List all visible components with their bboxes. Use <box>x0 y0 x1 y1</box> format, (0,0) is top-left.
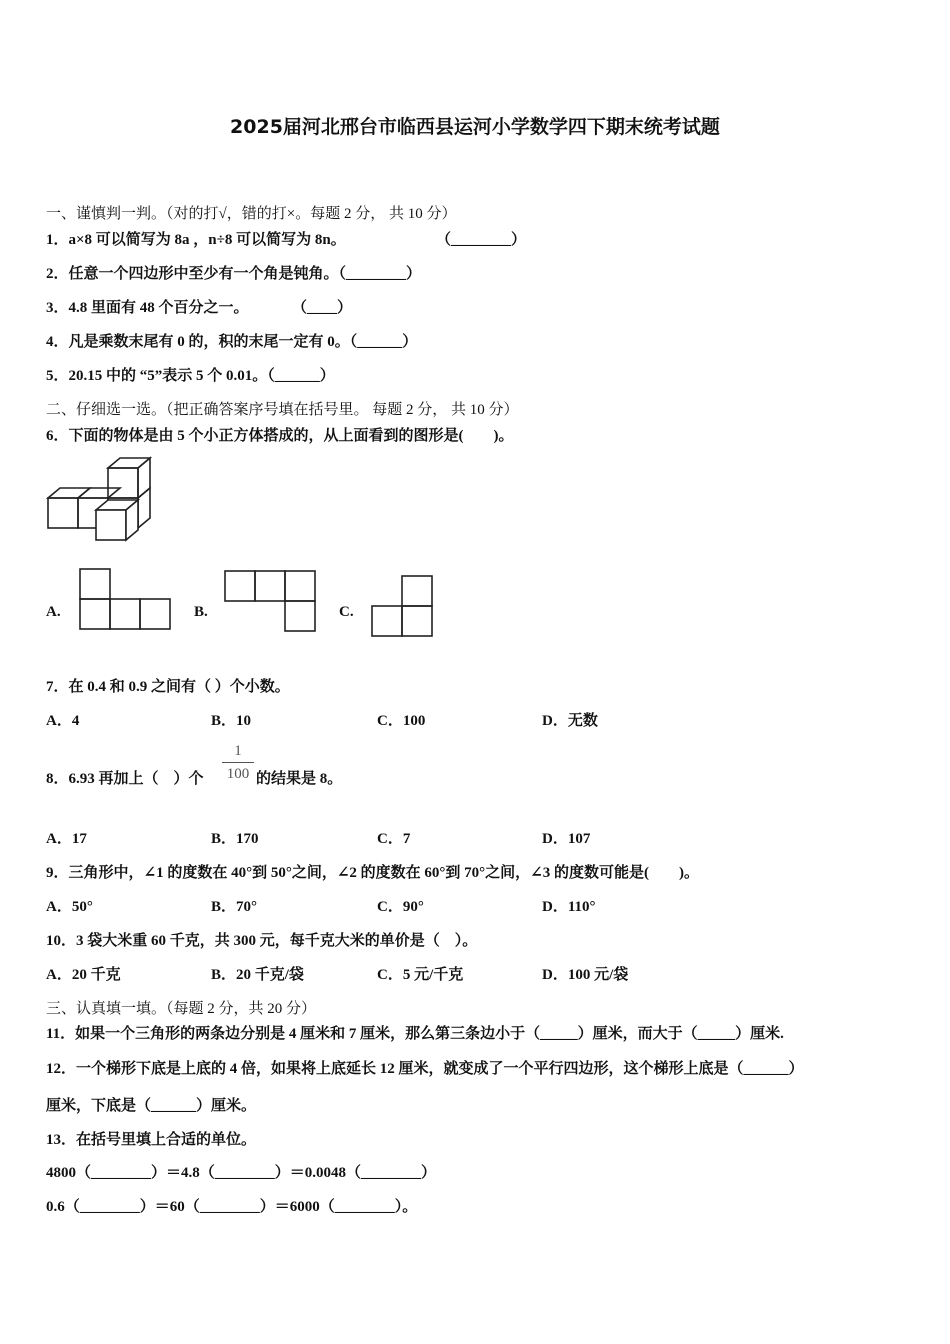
question-12-line1: 12．一个梯形下底是上底的 4 倍，如果将上底延长 12 厘米，就变成了一个平行四边形，这个梯形上底是（______） <box>46 1061 804 1077</box>
cube-front-face <box>96 510 126 540</box>
cube-right-side <box>138 488 150 528</box>
question-1-blank[interactable]: （________） <box>436 232 527 248</box>
q10-option-c[interactable]: C．5 元/千克 <box>377 967 464 983</box>
section2-heading: 二、仔细选一选。（把正确答案序号填在括号里。 每题 2 分， 共 10 分） <box>46 402 519 418</box>
q8-fraction <box>222 742 254 783</box>
question-13-row1: 4800（________）＝4.8（________）＝0.0048（________） <box>46 1165 437 1181</box>
question-6: 6．下面的物体是由 5 个小正方体搭成的，从上面看到的图形是( )。 <box>46 428 514 444</box>
q8-fraction-bar <box>222 762 254 763</box>
q10-option-a[interactable]: A．20 千克 <box>46 967 121 983</box>
q8-fraction-denominator: 100 <box>226 766 250 782</box>
q6-option-a-label[interactable]: A. <box>46 604 61 620</box>
question-3-blank[interactable]: （____） <box>292 300 353 316</box>
question-13: 13．在括号里填上合适的单位。 <box>46 1132 257 1148</box>
q7-option-d[interactable]: D．无数 <box>542 713 598 729</box>
q6-option-b-figure[interactable] <box>223 569 319 633</box>
cube-stack-figure <box>46 456 156 546</box>
q6-option-b-label[interactable]: B. <box>194 604 208 620</box>
question-10: 10．3 袋大米重 60 千克，共 300 元，每千克大米的单价是（ ）。 <box>46 933 478 949</box>
question-12-line2: 厘米，下底是（______）厘米。 <box>46 1098 257 1114</box>
question-2: 2．任意一个四边形中至少有一个角是钝角。（________） <box>46 266 422 282</box>
q7-option-b[interactable]: B．10 <box>211 713 252 729</box>
question-13-row2: 0.6（________）＝60（________）＝6000（________）。 <box>46 1199 418 1215</box>
question-5: 5．20.15 中的 “5”表示 5 个 0.01。（______） <box>46 368 335 384</box>
question-4: 4．凡是乘数末尾有 0 的，积的末尾一定有 0。（______） <box>46 334 418 350</box>
question-8-tail: 的结果是 8。 <box>256 771 343 787</box>
q7-option-a[interactable]: A．4 <box>46 713 80 729</box>
q10-option-d[interactable]: D．100 元/袋 <box>542 967 629 983</box>
q8-fraction-numerator: 1 <box>234 743 242 759</box>
cube-left-front <box>48 498 78 528</box>
question-7: 7．在 0.4 和 0.9 之间有（ ）个小数。 <box>46 679 290 695</box>
q8-option-a[interactable]: A．17 <box>46 831 87 847</box>
q8-option-b[interactable]: B．170 <box>211 831 259 847</box>
q9-option-c[interactable]: C．90° <box>377 899 424 915</box>
q7-option-c[interactable]: C．100 <box>377 713 426 729</box>
question-9: 9．三角形中，∠1 的度数在 40°到 50°之间，∠2 的度数在 60°到 70°之间，∠3 的度数可能是( )。 <box>46 865 699 881</box>
q9-option-d[interactable]: D．110° <box>542 899 596 915</box>
section1-heading: 一、谨慎判一判。（对的打√，错的打×。每题 2 分， 共 10 分） <box>46 206 457 222</box>
q8-option-d[interactable]: D．107 <box>542 831 591 847</box>
q9-option-a[interactable]: A．50° <box>46 899 93 915</box>
section3-heading: 三、认真填一填。（每题 2 分，共 20 分） <box>46 1001 317 1017</box>
question-11: 11．如果一个三角形的两条边分别是 4 厘米和 7 厘米，那么第三条边小于（_____）厘米，而大于（_____）厘米. <box>46 1026 784 1042</box>
q9-option-b[interactable]: B．70° <box>211 899 258 915</box>
question-3: 3．4.8 里面有 48 个百分之一。 <box>46 300 249 316</box>
q6-option-c-label[interactable]: C. <box>339 604 354 620</box>
q10-option-b[interactable]: B．20 千克/袋 <box>211 967 304 983</box>
cube-middle-top <box>78 488 120 498</box>
q6-option-c-figure[interactable] <box>370 574 436 638</box>
page-title: 2025届河北邢台市临西县运河小学数学四下期末统考试题 <box>230 116 720 138</box>
question-8-text: 8．6.93 再加上（ ）个 <box>46 771 204 787</box>
q6-option-a-figure[interactable] <box>78 567 172 631</box>
question-1: 1．a×8 可以简写为 8a ，n÷8 可以简写为 8n。 <box>46 232 346 248</box>
q8-option-c[interactable]: C．7 <box>377 831 411 847</box>
